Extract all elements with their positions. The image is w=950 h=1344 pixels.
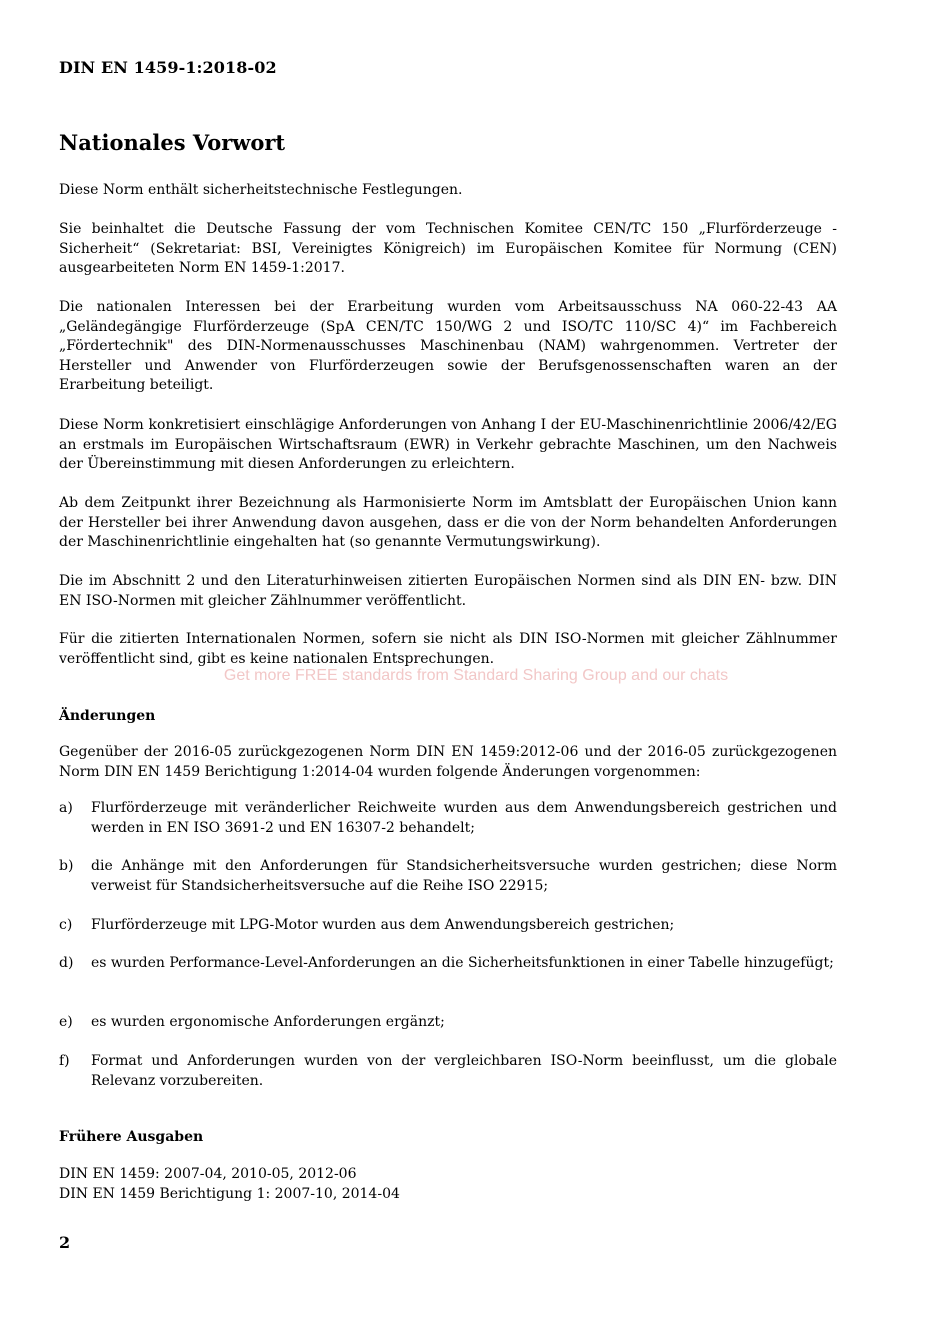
list-marker: e): [59, 1014, 73, 1030]
previous-edition-line: DIN EN 1459: 2007-04, 2010-05, 2012-06: [59, 1166, 357, 1182]
page-title: Nationales Vorwort: [59, 130, 286, 155]
paragraph-2: Sie beinhaltet die Deutsche Fassung der vom Technischen Komitee CEN/TC 150 „Flurförderzeuge - Sicherheit“ (Sekretariat: BSI, Vereinigtes Königreich) im Europäischen Komitee für Normung (CEN) ausgearbeiteten Norm EN 1459-1:2017.: [59, 221, 837, 277]
paragraph-3: Die nationalen Interessen bei der Erarbeitung wurden vom Arbeitsausschuss NA 060-22-43 AA „Geländegängige Flurförderzeuge (SpA CEN/TC 150/WG 2 und ISO/TC 110/SC 4)“ im Fachbereich „Fördertechnik" des DIN-Normenausschusses Maschinenbau (NAM) wahrgenommen. Vertreter der Hersteller und Anwender von Flurförderzeugen sowie der Berufsgenossenschaften waren an der Erarbeitung beteiligt.: [59, 299, 837, 394]
list-item-text: Flurförderzeuge mit LPG-Motor wurden aus dem Anwendungsbereich gestrichen;: [91, 917, 675, 933]
previous-editions-list: [59, 1165, 400, 1204]
list-marker: d): [59, 955, 74, 971]
paragraph-5: Ab dem Zeitpunkt ihrer Bezeichnung als Harmonisierte Norm im Amtsblatt der Europäischen Union kann der Hersteller bei ihrer Anwendung davon ausgehen, dass er die von der Norm behandelten Anforderungen der Maschinenrichtlinie eingehalten hat (so genannte Vermutungswirkung).: [59, 495, 837, 551]
list-item-text: es wurden Performance-Level-Anforderungen an die Sicherheitsfunktionen in einer Tabelle hinzugefügt;: [91, 955, 834, 971]
paragraph-1: Diese Norm enthält sicherheitstechnische Festlegungen.: [59, 182, 463, 198]
document-identifier: DIN EN 1459-1:2018-02: [59, 58, 277, 77]
previous-edition-line: DIN EN 1459 Berichtigung 1: 2007-10, 2014-04: [59, 1185, 400, 1202]
list-marker: f): [59, 1053, 70, 1069]
paragraph-7: Für die zitierten Internationalen Normen, sofern sie nicht als DIN ISO-Normen mit gleicher Zählnummer veröffentlicht sind, gibt es keine nationalen Entsprechungen.: [59, 631, 837, 667]
watermark-text: Get more FREE standards from Standard Sharing Group and our chats: [223, 667, 729, 684]
list-item-text: Format und Anforderungen wurden von der vergleichbaren ISO-Norm beeinflusst, um die globale Relevanz vorzubereiten.: [91, 1053, 837, 1089]
list-item-text: die Anhänge mit den Anforderungen für Standsicherheitsversuche wurden gestrichen; diese Norm verweist für Standsicherheitsversuche auf die Reihe ISO 22915;: [91, 858, 837, 894]
changes-intro: Gegenüber der 2016-05 zurückgezogenen Norm DIN EN 1459:2012-06 und der 2016-05 zurückgezogenen Norm DIN EN 1459 Berichtigung 1:2014-04 wurden folgende Änderungen vorgenommen:: [59, 744, 837, 780]
list-item-text: Flurförderzeuge mit veränderlicher Reichweite wurden aus dem Anwendungsbereich gestrichen und werden in EN ISO 3691-2 und EN 16307-2 behandelt;: [91, 800, 837, 836]
list-marker: b): [59, 858, 74, 874]
page-number: 2: [59, 1233, 71, 1252]
list-marker: a): [59, 800, 73, 816]
list-item-text: es wurden ergonomische Anforderungen ergänzt;: [91, 1014, 445, 1030]
list-marker: c): [59, 917, 73, 933]
paragraph-6: Die im Abschnitt 2 und den Literaturhinweisen zitierten Europäischen Normen sind als DIN EN- bzw. DIN EN ISO-Normen mit gleicher Zählnummer veröffentlicht.: [59, 573, 837, 609]
paragraph-4: Diese Norm konkretisiert einschlägige Anforderungen von Anhang I der EU-Maschinenrichtlinie 2006/42/EG an erstmals im Europäischen Wirtschaftsraum (EWR) in Verkehr gebrachte Maschinen, um den Nachweis der Übereinstimmung mit diesen Anforderungen zu erleichtern.: [59, 417, 837, 473]
changes-heading: Änderungen: [59, 708, 156, 724]
previous-editions-heading: Frühere Ausgaben: [59, 1129, 204, 1145]
